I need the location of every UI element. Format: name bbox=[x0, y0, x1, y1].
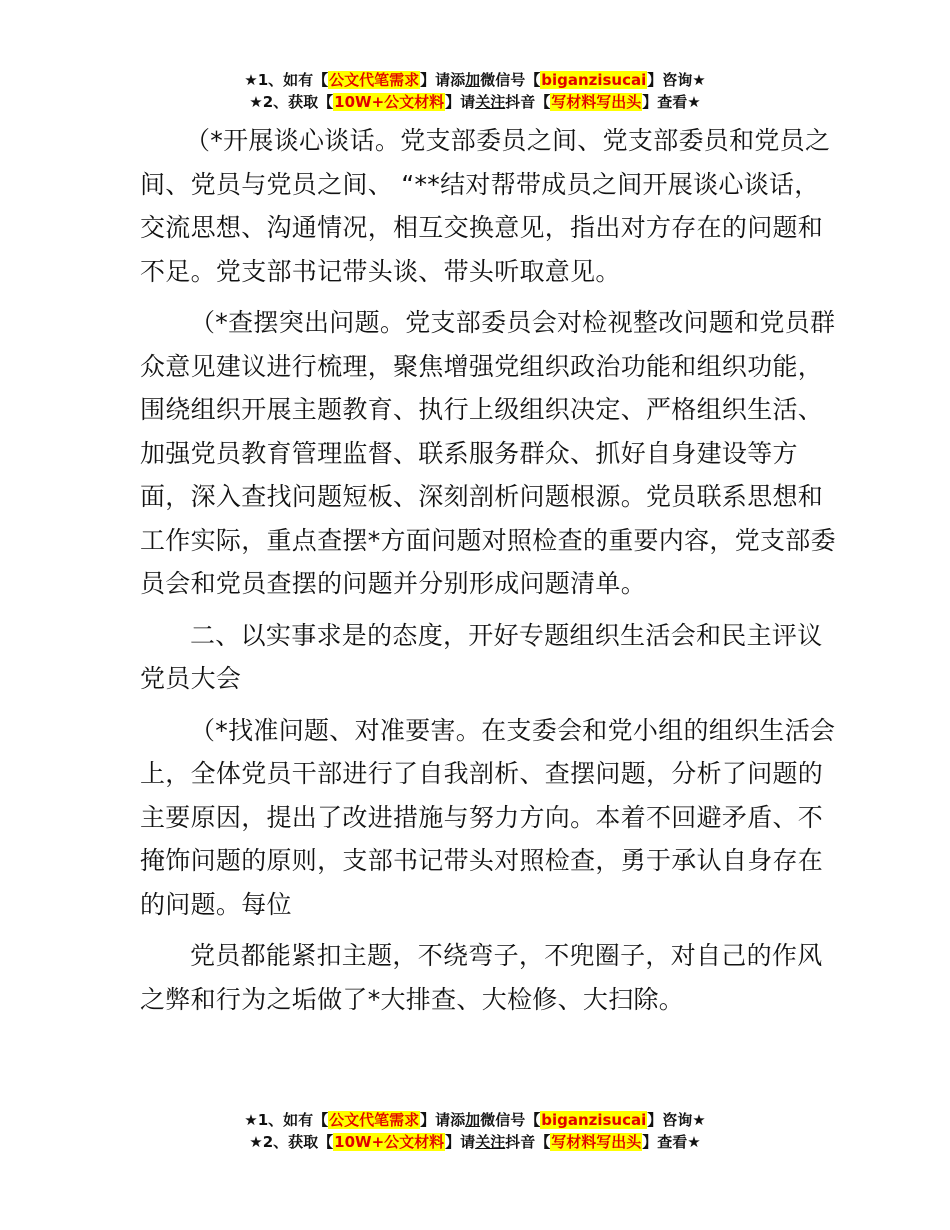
footer-text: 】请 bbox=[445, 1133, 476, 1151]
header-text: 】咨询 bbox=[647, 71, 693, 89]
footer-text: 微信号【 bbox=[480, 1111, 541, 1129]
header-banner bbox=[0, 69, 950, 113]
footer-text: 】咨询 bbox=[647, 1111, 693, 1129]
highlight-douyin: 写材料写出头 bbox=[551, 1133, 642, 1151]
paragraph-party-members: 党员都能紧扣主题，不绕弯子，不兜圈子，对自己的作风之弊和行为之垢做了*大排查、大检修、大扫除。 bbox=[140, 941, 823, 1014]
header-text: 】请添 bbox=[420, 71, 466, 89]
header-text: 】查看 bbox=[642, 93, 688, 111]
footer-text: 】请添 bbox=[420, 1111, 466, 1129]
header-text: 1、如有【 bbox=[257, 71, 329, 89]
star-icon: ★ bbox=[244, 1111, 258, 1129]
footer-text: 抖音【 bbox=[505, 1133, 551, 1151]
header-text: 2、获取【 bbox=[262, 93, 334, 111]
star-icon: ★ bbox=[687, 1133, 701, 1151]
footer-line-2 bbox=[0, 1131, 950, 1153]
footer-banner bbox=[0, 1109, 950, 1153]
star-icon: ★ bbox=[244, 71, 258, 89]
header-text: 微信号【 bbox=[480, 71, 541, 89]
underlined-text: 加 bbox=[465, 71, 481, 89]
star-icon: ★ bbox=[692, 71, 706, 89]
highlight-service: 公文代笔需求 bbox=[329, 71, 420, 89]
highlight-materials: 10W+公文材料 bbox=[334, 93, 445, 111]
highlight-wechat-id: biganzisucai bbox=[541, 71, 647, 89]
footer-line-1 bbox=[0, 1109, 950, 1131]
paragraph-problems: （*查摆突出问题。党支部委员会对检视整改问题和党员群众意见建议进行梳理，聚焦增强党组织政治功能和组织功能，围绕组织开展主题教育、执行上级组织决定、严格组织生活、加强党员教育管理监督、联系服务群众、抓好自身建设等方面，深入查找问题短板、深刻剖析问题根源。党员联系思想和工作实际，重点查摆*方面问题对照检查的重要内容，党支部委员会和党员查摆的问题并分别形成问题清单。 bbox=[140, 308, 836, 598]
footer-text: 1、如有【 bbox=[257, 1111, 329, 1129]
footer-text: 2、获取【 bbox=[262, 1133, 334, 1151]
underlined-text: 关注 bbox=[475, 1133, 506, 1151]
document-body bbox=[140, 119, 840, 1029]
paragraph-targeting: （*找准问题、对准要害。在支委会和党小组的组织生活会上，全体党员干部进行了自我剖析、查摆问题，分析了问题的主要原因，提出了改进措施与努力方向。本着不回避矛盾、不掩饰问题的原则，支部书记带头对照检查，勇于承认自身存在的问题。每位 bbox=[140, 715, 836, 919]
highlight-service: 公文代笔需求 bbox=[329, 1111, 420, 1129]
star-icon: ★ bbox=[687, 93, 701, 111]
star-icon: ★ bbox=[692, 1111, 706, 1129]
footer-text: 】查看 bbox=[642, 1133, 688, 1151]
header-text: 抖音【 bbox=[505, 93, 551, 111]
highlight-wechat-id: biganzisucai bbox=[541, 1111, 647, 1129]
underlined-text: 加 bbox=[465, 1111, 481, 1129]
header-line-1 bbox=[0, 69, 950, 91]
star-icon: ★ bbox=[249, 1133, 263, 1151]
star-icon: ★ bbox=[249, 93, 263, 111]
underlined-text: 关注 bbox=[475, 93, 506, 111]
highlight-materials: 10W+公文材料 bbox=[334, 1133, 445, 1151]
header-text: 】请 bbox=[445, 93, 476, 111]
paragraph-talks: （*开展谈心谈话。党支部委员之间、党支部委员和党员之间、党员与党员之间、 “**结对帮带成员之间开展谈心谈话，交流思想、沟通情况，相互交换意见，指出对方存在的问题和不足。党支部书记带头谈、带头听取意见。 bbox=[140, 126, 831, 286]
highlight-douyin: 写材料写出头 bbox=[551, 93, 642, 111]
section-heading: 二、以实事求是的态度，开好专题组织生活会和民主评议党员大会 bbox=[140, 620, 823, 693]
header-line-2 bbox=[0, 91, 950, 113]
